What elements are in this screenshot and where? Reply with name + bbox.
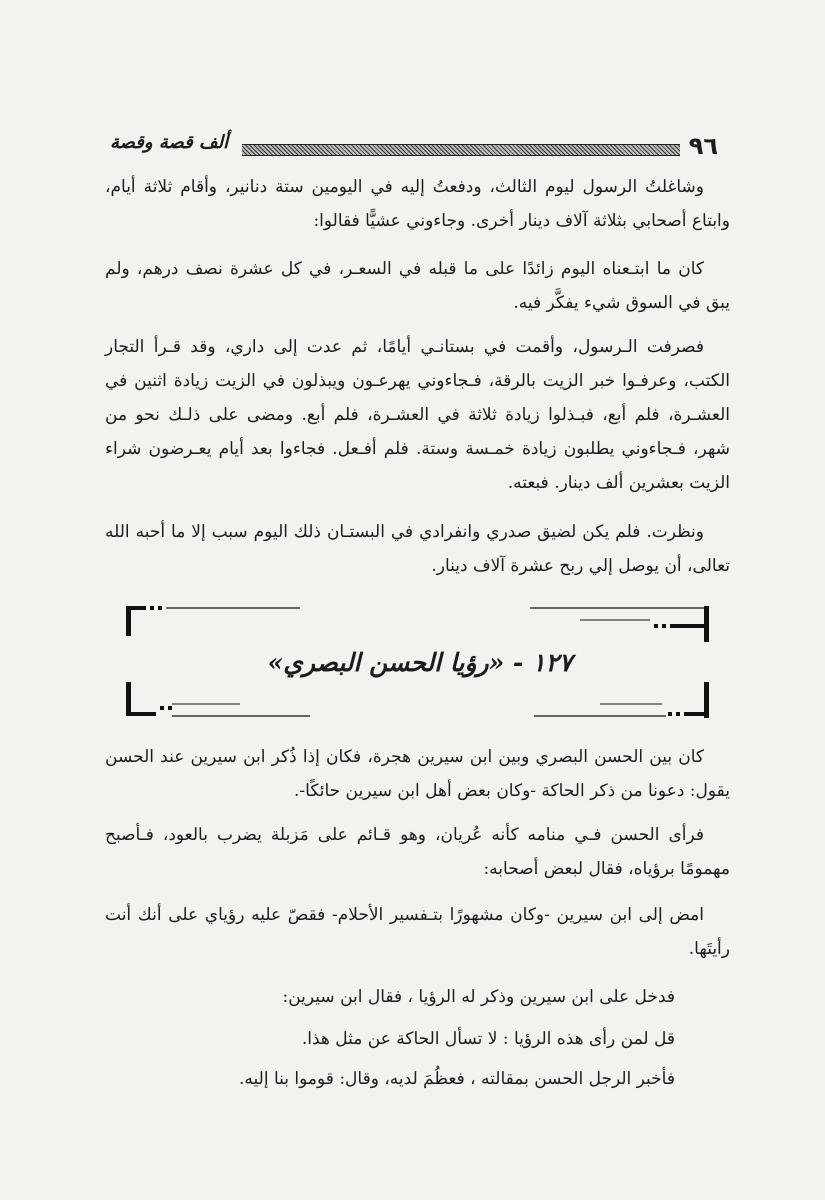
paragraph-10: فأخبر الرجل الحسن بمقالته ، فعظُمَ لديه، وقال: قوموا بنا إليه. (239, 1069, 675, 1089)
page-header (110, 128, 730, 164)
chapter-title: ١٢٧ - «رؤيا الحسن البصري» (267, 648, 573, 677)
running-title: ألف قصة وقصة (110, 132, 229, 153)
paragraph-6: فرأى الحسن فـي منامه كأنه عُريان، وهو قـائم على مَزبلة يضرب بالعود، فـأصبح مهمومًا برؤياه، فقال لبعض أصحابه: (105, 825, 730, 879)
paragraph-4: ونظرت. فلم يكن لضيق صدري وانفرادي في البستـان ذلك اليوم سبب إلا ما أحبه الله تعالى، أن يوصل إلي ربح عشرة آلاف دينار. (105, 522, 730, 576)
paragraph-9: قل لمن رأى هذه الرؤيا : لا تسأل الحاكة عن مثل هذا. (301, 1029, 675, 1049)
paragraph-5: كان بين الحسن البصري وبين ابن سيرين هجرة، فكان إذا ذُكر ابن سيرين عند الحسن يقول: دعونا من ذكر الحاكة -وكان بعض أهل ابن سيرين حائكًا-. (105, 747, 730, 801)
paragraph-2: كان ما ابتـعناه اليوم زائدًا على ما قبله في السعـر، في كل عشرة نصف درهم، ولم يبق في السوق شيء يفكَّر فيه. (105, 259, 730, 313)
paragraph-8: فدخل على ابن سيرين وذكر له الرؤيا ، فقال ابن سيرين: (282, 987, 675, 1007)
paragraph-1: وشاغلتُ الرسول ليوم الثالث، ودفعتُ إليه في اليومين ستة دنانير، وأقام ثلاثة أيام، وابتاع أصحابي بثلاثة آلاف دينار أخرى. وجاءوني عشيًّا فقالوا: (105, 177, 730, 231)
header-rule (242, 144, 680, 156)
paragraph-7: امض إلى ابن سيرين -وكان مشهورًا بتـفسير الأحلام- فقصّ عليه رؤياي على أنك أنت رأيتَها. (105, 905, 730, 959)
page-number: ٩٦ (688, 132, 718, 160)
chapter-heading-ornament (110, 596, 730, 724)
paragraph-3: فصرفت الـرسول، وأقمت في بستانـي أيامًا، ثم عدت إلى داري، وقد قـرأ التجار الكتب، وعرفـوا خبر الزيت بالرقة، فـجاءوني يهرعـون ويبذلون في الزيت زيادة اثنين في العشـرة، فلم أبع، فبـذلوا زيادة ثلاثة في العشـرة، فلم أبع. ومضى على ذلـك نحو من شهر، فـجاءوني يطلبون زيادة خمـسة وستة. فلم أفـعل. فجاءوا بعد أيام يعـرضون شراء الزيت بعشرين ألف دينار. فبعته. (105, 337, 730, 493)
